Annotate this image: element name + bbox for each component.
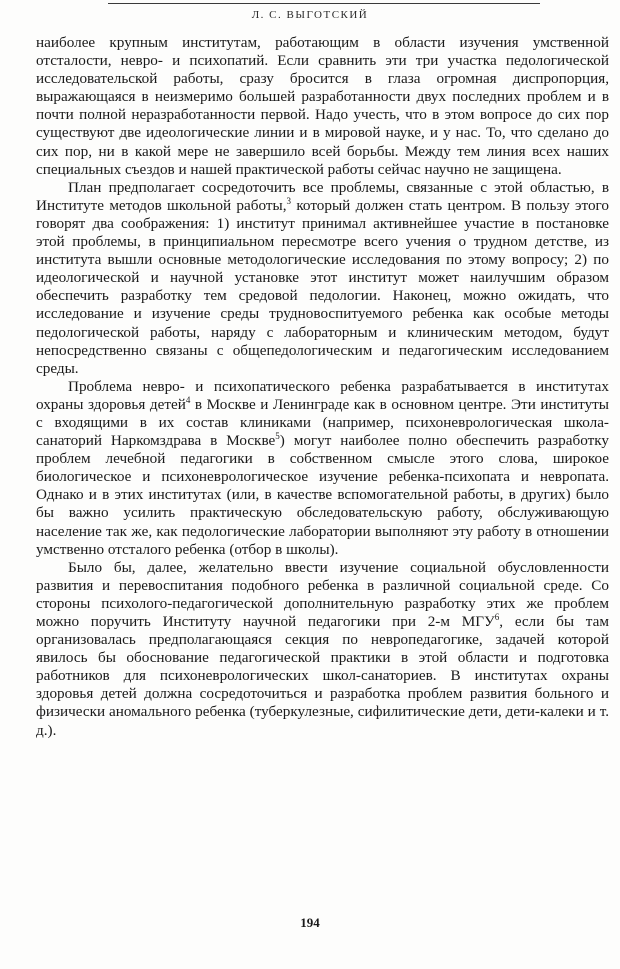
body-text bbox=[36, 34, 609, 740]
paragraph-3 bbox=[36, 378, 609, 559]
paragraph-1: наиболее крупным институтам, работающим в области изучения умственной отсталости, невро- и психопатий. Если сравнить эти три участка педологической исследовательской работы, сразу бросится в глаза огромная диспропорция, выражающаяся в неизмеримо большей разработанности двух последних проблем и в почти полной неразработанности первой. Надо учесть, что в этом вопросе до сих пор существуют две идеологические линии и в мировой науке, и у нас. То, что сделано до сих пор, ни в какой мере не завершило всей борьбы. Между тем линия всех наших специальных съездов и нашей практической работы сейчас научно не защищена. bbox=[36, 34, 609, 178]
paragraph-2 bbox=[36, 179, 609, 378]
paragraph-3-text-c: ) могут наиболее полно обеспечить разработку проблем лечебной педагогики в собственном смысле этого слова, широкое биологическое и психоневрологическое изучение ребенка-психопата и невропата. Однако и в этих институтах (или, в качестве вспомогательной работы, в других) было бы важно усилить практическую обследовательскую работу, обслуживающую население так же, как педологические лаборатории выполняют эту работу в отношении умственно отсталого ребенка (отбор в школы). bbox=[36, 432, 609, 558]
footnote-ref-4: 4 bbox=[185, 394, 191, 405]
running-head: Л. С. ВЫГОТСКИЙ bbox=[251, 9, 369, 21]
paragraph-4-text-b: , если бы там организовалась предполагающаяся секция по невропедагогике, задачей которой явилось бы обоснование педагогической практики в этой области и подготовка работников для психоневрологических школ-санаториев. В институтах охраны здоровья детей должна сосредоточиться и разработка проблем развития больного и физически аномального ребенка (туберкулезные, сифилитические дети, дети-калеки и т. д.). bbox=[36, 613, 609, 739]
paragraph-2-text-b: который должен стать центром. В пользу этого говорят два соображения: 1) институт принимал активнейшее участие в постановке этой проблемы, в принципиальном пересмотре всего учения о трудном детстве, из института вышли основные методологические исследования по этому вопросу; 2) по идеологической и научной установке этот институт может наилучшим образом обеспечить разработку тем средовой педологии. Наконец, можно ожидать, что исследование и изучение среды трудновоспитуемого ребенка как особые методы педологической работы, наряду с лабораторным и клиническим методом, будут непосредственно связаны с общепедологическим и педагогическим исследованием среды. bbox=[36, 196, 609, 377]
footnote-ref-6: 6 bbox=[494, 611, 500, 622]
page-number: 194 bbox=[300, 915, 320, 930]
paragraph-4-text-a: Было бы, далее, желательно ввести изучение социальной обусловленности развития и перевоспитания подобного ребенка в различной социальной среде. Со стороны психолого-педагогической дополнительную разработку этих же проблем можно поручить Институту научной педагогики при 2-м МГУ bbox=[36, 558, 609, 630]
paragraph-4 bbox=[36, 559, 609, 740]
paragraph-2-text-a: План предполагает сосредоточить все проблемы, связанные с этой областью, в Институте методов школьной работы, bbox=[36, 178, 609, 214]
header-rule bbox=[108, 3, 540, 4]
paragraph-3-text-b: в Москве и Ленинграде как в основном центре. Эти институты с входящими в их состав клиниками (например, психоневрологическая школа-санаторий Наркомздрава в Москве bbox=[36, 395, 609, 450]
paragraph-3-text-a: Проблема невро- и психопатического ребенка разрабатывается в институтах охраны здоровья детей bbox=[36, 377, 609, 413]
footnote-ref-3: 3 bbox=[286, 195, 292, 206]
footnote-ref-5: 5 bbox=[275, 431, 280, 441]
